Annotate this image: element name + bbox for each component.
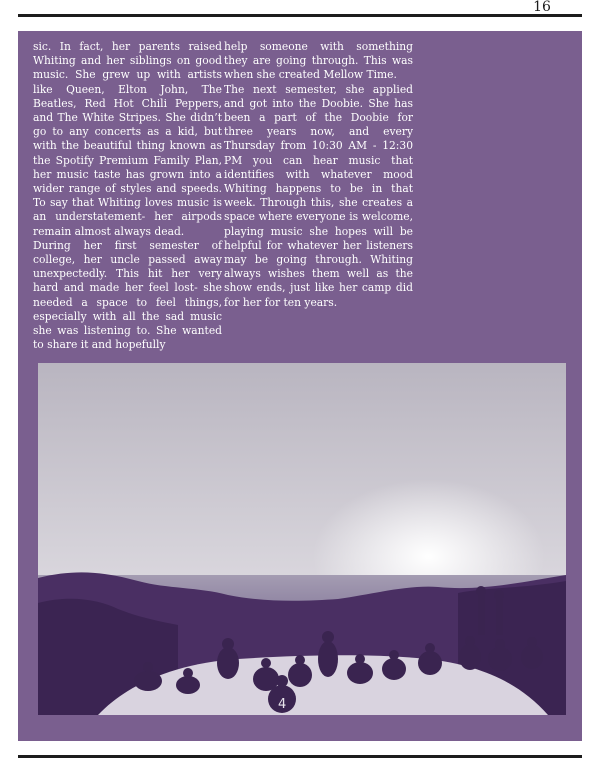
top-rule	[18, 14, 582, 17]
jersey-number: 4	[278, 697, 287, 712]
sunset-crowd-photo	[38, 363, 566, 715]
paragraph: sic. In fact, her parents raised Whiting and her siblings on good music. She grew up with artists like Queen, Elton John, The Beatles, Red Hot Chili Peppers, and The White Stripes. She didn’t go to any concerts as a kid, but with the beautiful thing known as the Spotify Premium Family Plan, her music taste has grown into a wider range of styles and speeds. To say that Whiting loves music is an understatement- her airpods remain almost always dead.	[33, 40, 222, 238]
paragraph: During her first semester of college, her uncle passed away unexpectedly. This hit her very hard and made her feel lost- she needed a space to feel things, especially with all the sad music she was listening to. She wanted to share it and hopefully	[33, 238, 222, 352]
paragraph: help someone with something they are going through. This was when she created Mellow Time.	[224, 40, 413, 82]
page-number: 16	[533, 0, 551, 15]
article-column-right	[224, 40, 413, 310]
photo-illustration	[38, 363, 566, 715]
bottom-rule	[18, 755, 582, 758]
article-column-left	[33, 40, 222, 352]
paragraph: The next semester, she applied and got into the Doobie. She has been a part of the Doobie for three years now, and every Thursday from 10:30 AM - 12:30 PM you can hear music that identifies with whatever mood Whiting happens to be in that week. Through this, she creates a space where everyone is welcome, playing music she hopes will be helpful for whatever her listeners may be going through. Whiting always wishes them well as the show ends, just like her camp did for her for ten years.	[224, 82, 413, 309]
